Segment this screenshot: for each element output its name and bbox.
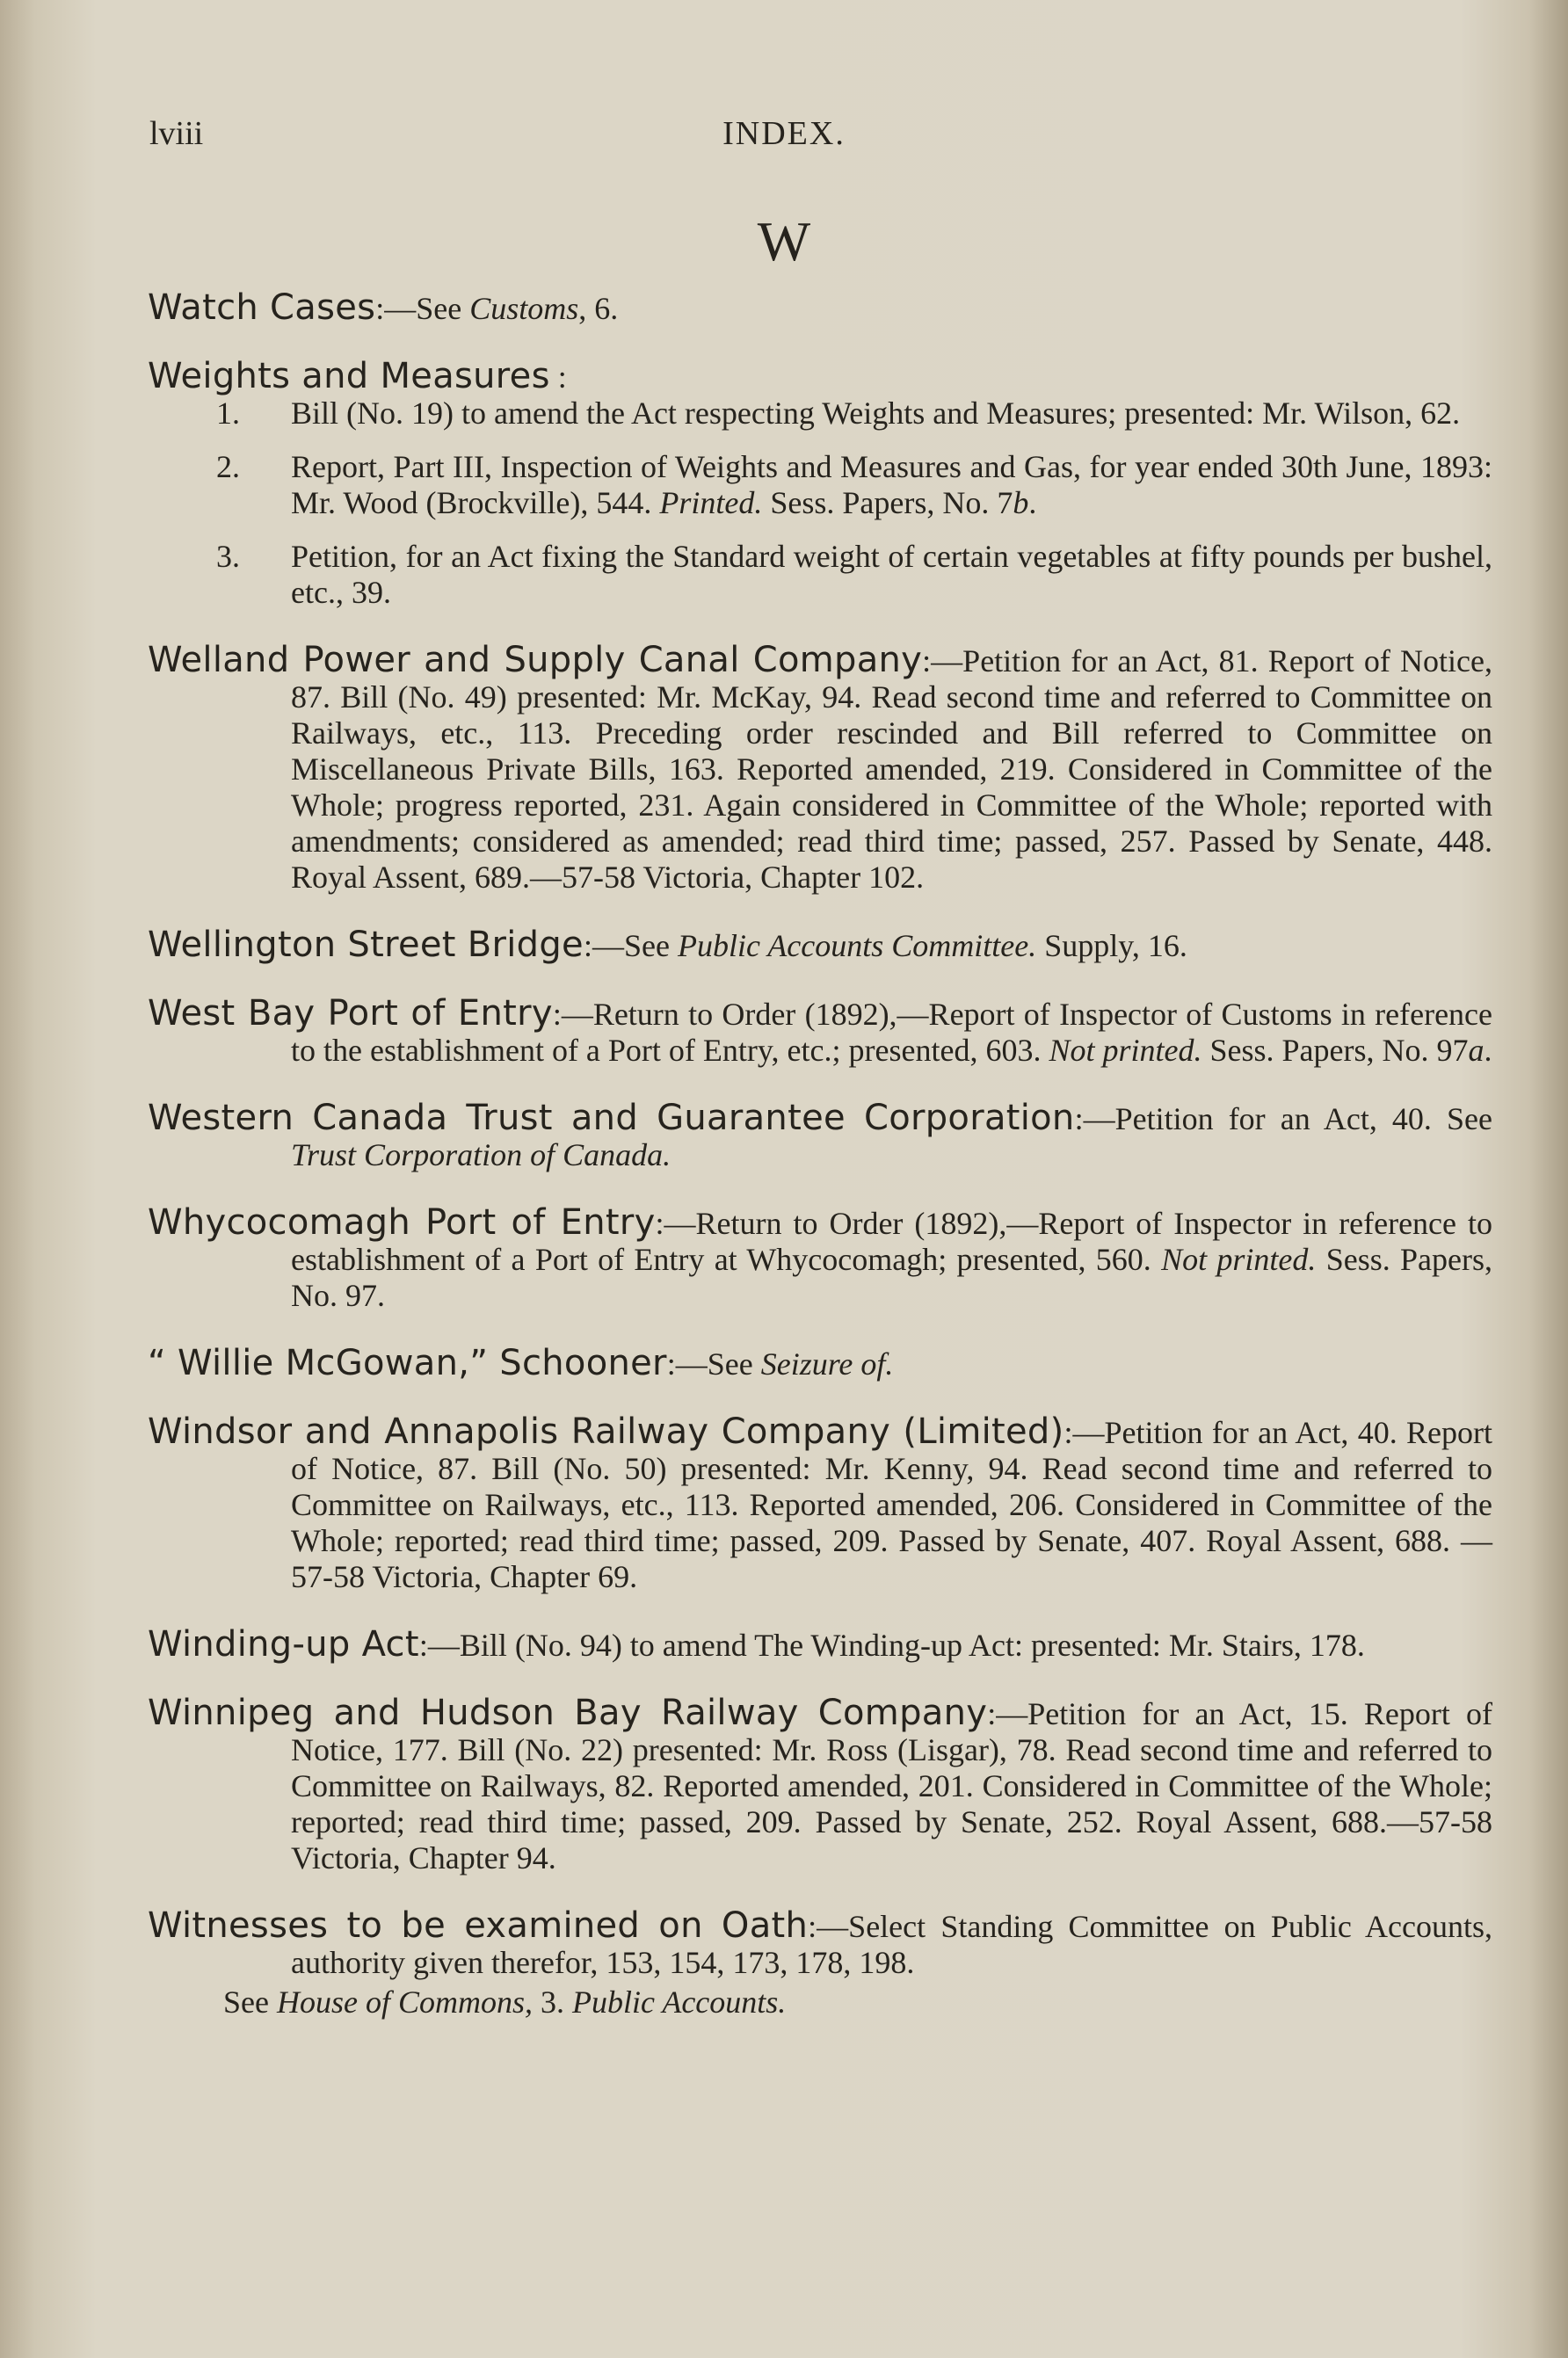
running-title: INDEX. (722, 115, 846, 152)
entry-term: Windsor and Annapolis Railway Company (Limited) (148, 1411, 1064, 1452)
entry-text: :—See (666, 1346, 761, 1382)
entry-west-bay (148, 993, 1493, 1069)
see-middle: 3. (533, 1984, 572, 2020)
entry-text: :—See (375, 291, 470, 326)
entry-term: Watch Cases (148, 287, 376, 328)
entry-term: Whycocomagh Port of Entry (148, 1202, 656, 1243)
entry-text: :—Return to Order (1892),—Report of Inspector in reference to establishment of a Port of Entry at Whycocomagh; presented, 560. (291, 1206, 1492, 1277)
entry-text: :—Select Standing Committee on Public Accounts, authority given therefor, 153, 154, 173, 178, 198. (291, 1909, 1492, 1980)
paper-suffix: a (1468, 1033, 1485, 1068)
entry-weights-and-measures (148, 356, 1492, 611)
entry-text: :—Petition for an Act, 40. Report of Notice, 87. Bill (No. 50) presented: Mr. Kenny, 94. Read second time and referred to Committee on Railways, etc., 113. Reported amended, 206. Considered in Committee of the Whole; reported; read third time; passed, 209. Passed by Senate, 407. Royal Assent, 688. —57-58 Victoria, Chapter 69. (291, 1415, 1492, 1594)
page-header (0, 114, 1568, 167)
entry-term: Western Canada Trust and Guarantee Corporation (148, 1098, 1075, 1138)
entry-text: :—Petition for an Act, 15. Report of Notice, 177. Bill (No. 22) presented: Mr. Ross (Lisgar), 78. Read second time and referred to Committee on Railways, 82. Reported amended, 201. Considered in Committee of the Whole; reported; read third time; passed, 209. Passed by Senate, 252. Royal Assent, 688.—57-58 Victoria, Chapter 94. (291, 1696, 1492, 1876)
sub-item-text: Bill (No. 19) to amend the Act respecting Weights and Measures; presented: Mr. Wilson, 62. (291, 395, 1461, 431)
entry-text-tail: , 6. (578, 291, 619, 326)
entry-term: Wellington Street Bridge (148, 925, 584, 965)
printed-note: Not printed. (1049, 1033, 1202, 1068)
sub-item-list (148, 395, 1492, 611)
sub-item-number: 2. (216, 449, 240, 484)
cross-reference: Trust Corporation of Canada. (291, 1137, 671, 1172)
entry-separator: : (549, 359, 567, 395)
entry-western-canada-trust (148, 1100, 1492, 1173)
entry-term: Witnesses to be examined on Oath (148, 1905, 809, 1946)
entry-text-tail: Supply, 16. (1036, 928, 1187, 963)
entry-term: Welland Power and Supply Canal Company (148, 640, 923, 680)
entry-term: Winding-up Act (148, 1624, 419, 1665)
paper-suffix: b (1013, 485, 1029, 520)
entry-text: :—Return to Order (1892),—Report of Inspector of Customs in reference to the establishment of a Port of Entry, etc.; presented, 603. (291, 997, 1493, 1068)
entry-text: :—See (583, 928, 678, 963)
entry-winding-up-act (148, 1624, 1492, 1665)
cross-reference: Customs (469, 291, 579, 326)
sub-item-text: Report, Part III, Inspection of Weights and Measures and Gas, for year ended 30th June, 1893: Mr. Wood (Brockville), 544. (291, 449, 1492, 520)
entry-term: Winnipeg and Hudson Bay Railway Company (148, 1693, 988, 1733)
entry-welland-power (148, 642, 1492, 896)
entry-winnipeg-hudson-bay (148, 1695, 1492, 1876)
entry-willie-mcgowan (148, 1343, 1492, 1383)
entry-term: West Bay Port of Entry (148, 993, 553, 1034)
printed-note: Printed. (659, 485, 763, 520)
sub-item (148, 539, 1492, 611)
entry-text: :—Petition for an Act, 40. See (1074, 1101, 1492, 1136)
sub-item (148, 395, 1492, 432)
sub-item-number: 3. (216, 539, 240, 574)
cross-reference: Public Accounts. (572, 1984, 787, 2020)
sub-item-text-b: Sess. Papers, No. 7 (762, 485, 1013, 520)
see-also-line (148, 1984, 1492, 2021)
entry-text-end: . (1484, 1033, 1492, 1068)
entry-text: :—Petition for an Act, 81. Report of Notice, 87. Bill (No. 49) presented: Mr. McKay, 94. Read second time and referred to Committee on Railways, etc., 113. Preceding order rescinded and Bill referred to Committee on Miscellaneous Private Bills, 163. Reported amended, 219. Considered in Committee of the Whole; progress reported, 231. Again considered in Committee of the Whole; reported with amendments; considered as amended; read third time; passed, 257. Passed by Senate, 448. Royal Assent, 689.—57-58 Victoria, Chapter 102. (291, 643, 1493, 895)
entry-text: :—Bill (No. 94) to amend The Winding-up Act: presented: Mr. Stairs, 178. (418, 1628, 1365, 1663)
cross-reference: House of Commons, (276, 1984, 533, 2020)
entry-text-tail: Sess. Papers, No. 97 (1201, 1033, 1469, 1068)
index-entries (148, 287, 1493, 2052)
see-prefix: See (223, 1984, 277, 2020)
entry-term: Weights and Measures (148, 356, 550, 396)
sub-item-text: Petition, for an Act fixing the Standard weight of certain vegetables at fifty pounds per bushel, etc., 39. (291, 539, 1492, 610)
entry-text-tail: Sess. Papers, No. 97. (291, 1242, 1492, 1313)
sub-item-text-c: . (1028, 485, 1037, 520)
sub-item (148, 449, 1492, 521)
page-number: lviii (149, 115, 204, 152)
entry-watch-cases (148, 287, 1492, 328)
entry-whycocomagh (148, 1202, 1492, 1314)
entry-witnesses (148, 1905, 1492, 2021)
printed-note: Not printed. (1161, 1242, 1317, 1277)
sub-item-number: 1. (216, 395, 240, 431)
entry-term: “ Willie McGowan,” Schooner (148, 1343, 667, 1383)
entry-wellington-street-bridge (148, 927, 1492, 964)
section-letter: W (757, 210, 811, 272)
entry-windsor-annapolis (148, 1411, 1492, 1595)
cross-reference: Public Accounts Committee. (677, 928, 1037, 963)
cross-reference: Seizure of. (760, 1346, 894, 1382)
